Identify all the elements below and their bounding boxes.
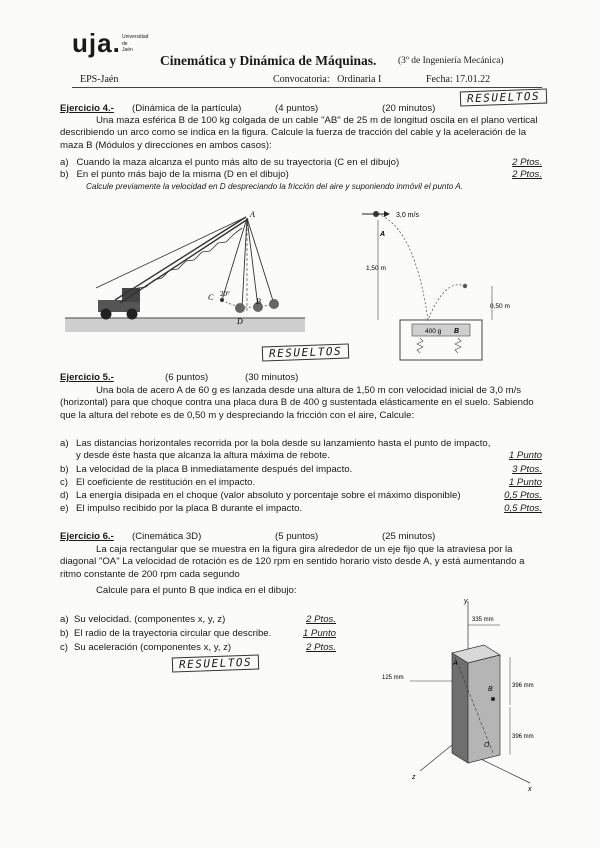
ex5-item-e-pts: 0,5 Ptos. — [504, 503, 542, 514]
label-mass: 400 g — [425, 328, 442, 335]
ex5-item-e: e) El impulso recibido por la placa B durante el impacto. 0,5 Ptos. — [60, 503, 542, 514]
exam-call: Convocatoria: Ordinaria I — [273, 74, 382, 85]
ex6-item-a: a) Su velocidad. (componentes x, y, z) 2 Ptos. — [60, 614, 336, 625]
ex4-note: Calcule previamente la velocidad en D despreciando la fricción del aire y suponiendo inmóvil el punto A. — [86, 182, 463, 191]
ex6-item-b: b) El radio de la trayectoria circular que describe. 1 Punto — [60, 628, 336, 639]
course-subtitle: (3º de Ingeniería Mecánica) — [398, 56, 504, 66]
cable-outer — [247, 218, 274, 304]
ex6-topic: (Cinemática 3D) — [132, 531, 202, 542]
label-335: 335 mm — [472, 617, 494, 623]
ball-rebound — [463, 284, 467, 288]
label-125: 125 mm — [382, 675, 404, 681]
solved-stamp-ex4: RESUELTOS — [262, 343, 350, 361]
mass-outer — [269, 299, 279, 309]
solved-stamp-ex6: RESUELTOS — [172, 654, 260, 672]
ex6-intro: La caja rectangular que se muestra en la figura gira alrededor de un eje fijo que la atraviesa por la diagonal "OA" La velocidad de rotación es de 120 rpm en sentido horario visto desde A, y está aumentando a ritmo constante de 200 rpm cada segundo — [60, 544, 525, 580]
exam-date: Fecha: 17.01.22 — [426, 74, 491, 85]
ex6-item-c: c) Su aceleración (componentes x, y, z) 2 Ptos. — [60, 642, 336, 653]
mass-D — [235, 303, 245, 313]
velocity-arrowhead — [384, 211, 390, 217]
springs — [417, 338, 461, 353]
ex6-label: Ejercicio 6.- — [60, 531, 114, 542]
ex6-time: (25 minutos) — [382, 531, 436, 542]
ex5-heading — [60, 372, 540, 384]
label-A: A — [250, 210, 255, 219]
ex5-label: Ejercicio 5.- — [60, 372, 114, 383]
label-396b: 396 mm — [512, 734, 534, 740]
logo-mark: uja. — [72, 28, 121, 58]
ex4-intro: Una maza esférica B de 100 kg colgada de un cable "AB" de 25 m de longitud oscila en el plano vertical describiendo un arco como se indica en la figura. Calcule la fuerza de tracción del cable y la aceleración de la maza B (Módulos y direcciones en ambos casos): — [60, 115, 538, 151]
ex5-item-b-pts: 3 Ptos. — [512, 464, 542, 475]
ex4-item-b: b) En el punto más bajo de la misma (D en el dibujo) 2 Ptos. — [60, 169, 542, 180]
ground — [65, 318, 305, 332]
rotating-box-figure — [380, 595, 550, 795]
ex4-item-b-pts: 2 Ptos. — [512, 169, 542, 180]
cable-B — [247, 218, 258, 307]
point-B — [491, 697, 495, 701]
axis-y: y — [464, 598, 468, 605]
ex4-points: (4 puntos) — [275, 103, 319, 114]
ex4-item-a: a) Cuando la maza alcanza el punto más alto de su trayectoria (C en el dibujo) 2 Ptos. — [60, 157, 542, 168]
ex4-heading — [60, 103, 540, 115]
ex5-item-d-pts: 0,5 Ptos. — [504, 490, 542, 501]
point-C — [220, 298, 224, 302]
ex5-points: (6 puntos) — [165, 372, 209, 383]
ex5-item-c: c) El coeficiente de restitución en el impacto. 1 Punto — [60, 477, 542, 488]
ball-plate-figure — [360, 208, 520, 368]
label-396a: 396 mm — [512, 683, 534, 689]
label-velocity: 3,0 m/s — [396, 212, 419, 219]
ex4-label: Ejercicio 4.- — [60, 103, 114, 114]
ex6-item-c-pts: 2 Ptos. — [306, 642, 336, 653]
axis-x: x — [528, 786, 532, 793]
crane-truck — [98, 288, 140, 320]
logo-sub1: Universidad — [122, 34, 149, 40]
ex5-time: (30 minutos) — [245, 372, 299, 383]
ex6-heading — [60, 531, 540, 543]
label-C: C — [208, 293, 214, 302]
axis-z: z — [412, 774, 416, 781]
ex5-item-c-pts: 1 Punto — [508, 477, 542, 488]
ex6-item-b-pts: 1 Punto — [302, 628, 336, 639]
label-D: D — [237, 317, 243, 326]
ex5-intro: Una bola de acero A de 60 g es lanzada desde una altura de 1,50 m con velocidad inicial de 3,0 m/s (horizontal) para que choque contra una placa dura B de 400 g sustentada elásticamente en el suelo. Sabiendo que la altura del rebote es de 0,50 m y despreciando la fricción con el aire, Calcule: — [60, 385, 534, 421]
label-angle: 20° — [220, 290, 230, 298]
school-name: EPS-Jaén — [80, 74, 119, 85]
ex5-item-a: a) Las distancias horizontales recorrida por la bola desde su lanzamiento hasta el punto de impacto, y desde éste hasta que alcanza la altura máxima de rebote. 1 Punto — [60, 438, 542, 462]
box-label-B: B — [488, 686, 493, 693]
label-h2: 0,50 m — [490, 303, 510, 310]
crane-figure — [60, 200, 310, 345]
z-axis — [420, 745, 452, 771]
course-title: Cinemática y Dinámica de Máquinas. — [160, 53, 377, 68]
ex5-item-b: b) La velocidad de la placa B inmediatamente después del impacto. 3 Ptos. — [60, 464, 542, 475]
header-rule — [72, 87, 542, 88]
label-B5: B — [454, 328, 460, 335]
label-B: B — [256, 297, 261, 306]
trajectory — [378, 214, 465, 320]
swing-arc — [222, 300, 274, 307]
box-label-A: A — [453, 660, 458, 667]
ex4-item-a-pts: 2 Ptos. — [512, 157, 542, 168]
ex6-item-a-pts: 2 Ptos. — [306, 614, 336, 625]
logo-sub2: de Jaén — [122, 41, 133, 53]
ex4-topic: (Dinámica de la partícula) — [132, 103, 242, 114]
box-label-O: O — [484, 742, 490, 749]
label-A5: A — [380, 231, 386, 238]
solved-stamp: RESUELTOS — [460, 88, 548, 106]
box-left — [452, 653, 468, 763]
ex5-item-d: d) La energía disipada en el choque (valor absoluto y porcentaje sobre el máximo disponible) 0,5 Ptos. — [60, 490, 542, 501]
ex6-points: (5 puntos) — [275, 531, 319, 542]
ex6-intro2: Calcule para el punto B que indica en el dibujo: — [96, 585, 297, 596]
ex4-time: (20 minutos) — [382, 103, 436, 114]
label-h1: 1,50 m — [366, 265, 386, 272]
ex5-item-a-pts: 1 Punto — [508, 450, 542, 461]
